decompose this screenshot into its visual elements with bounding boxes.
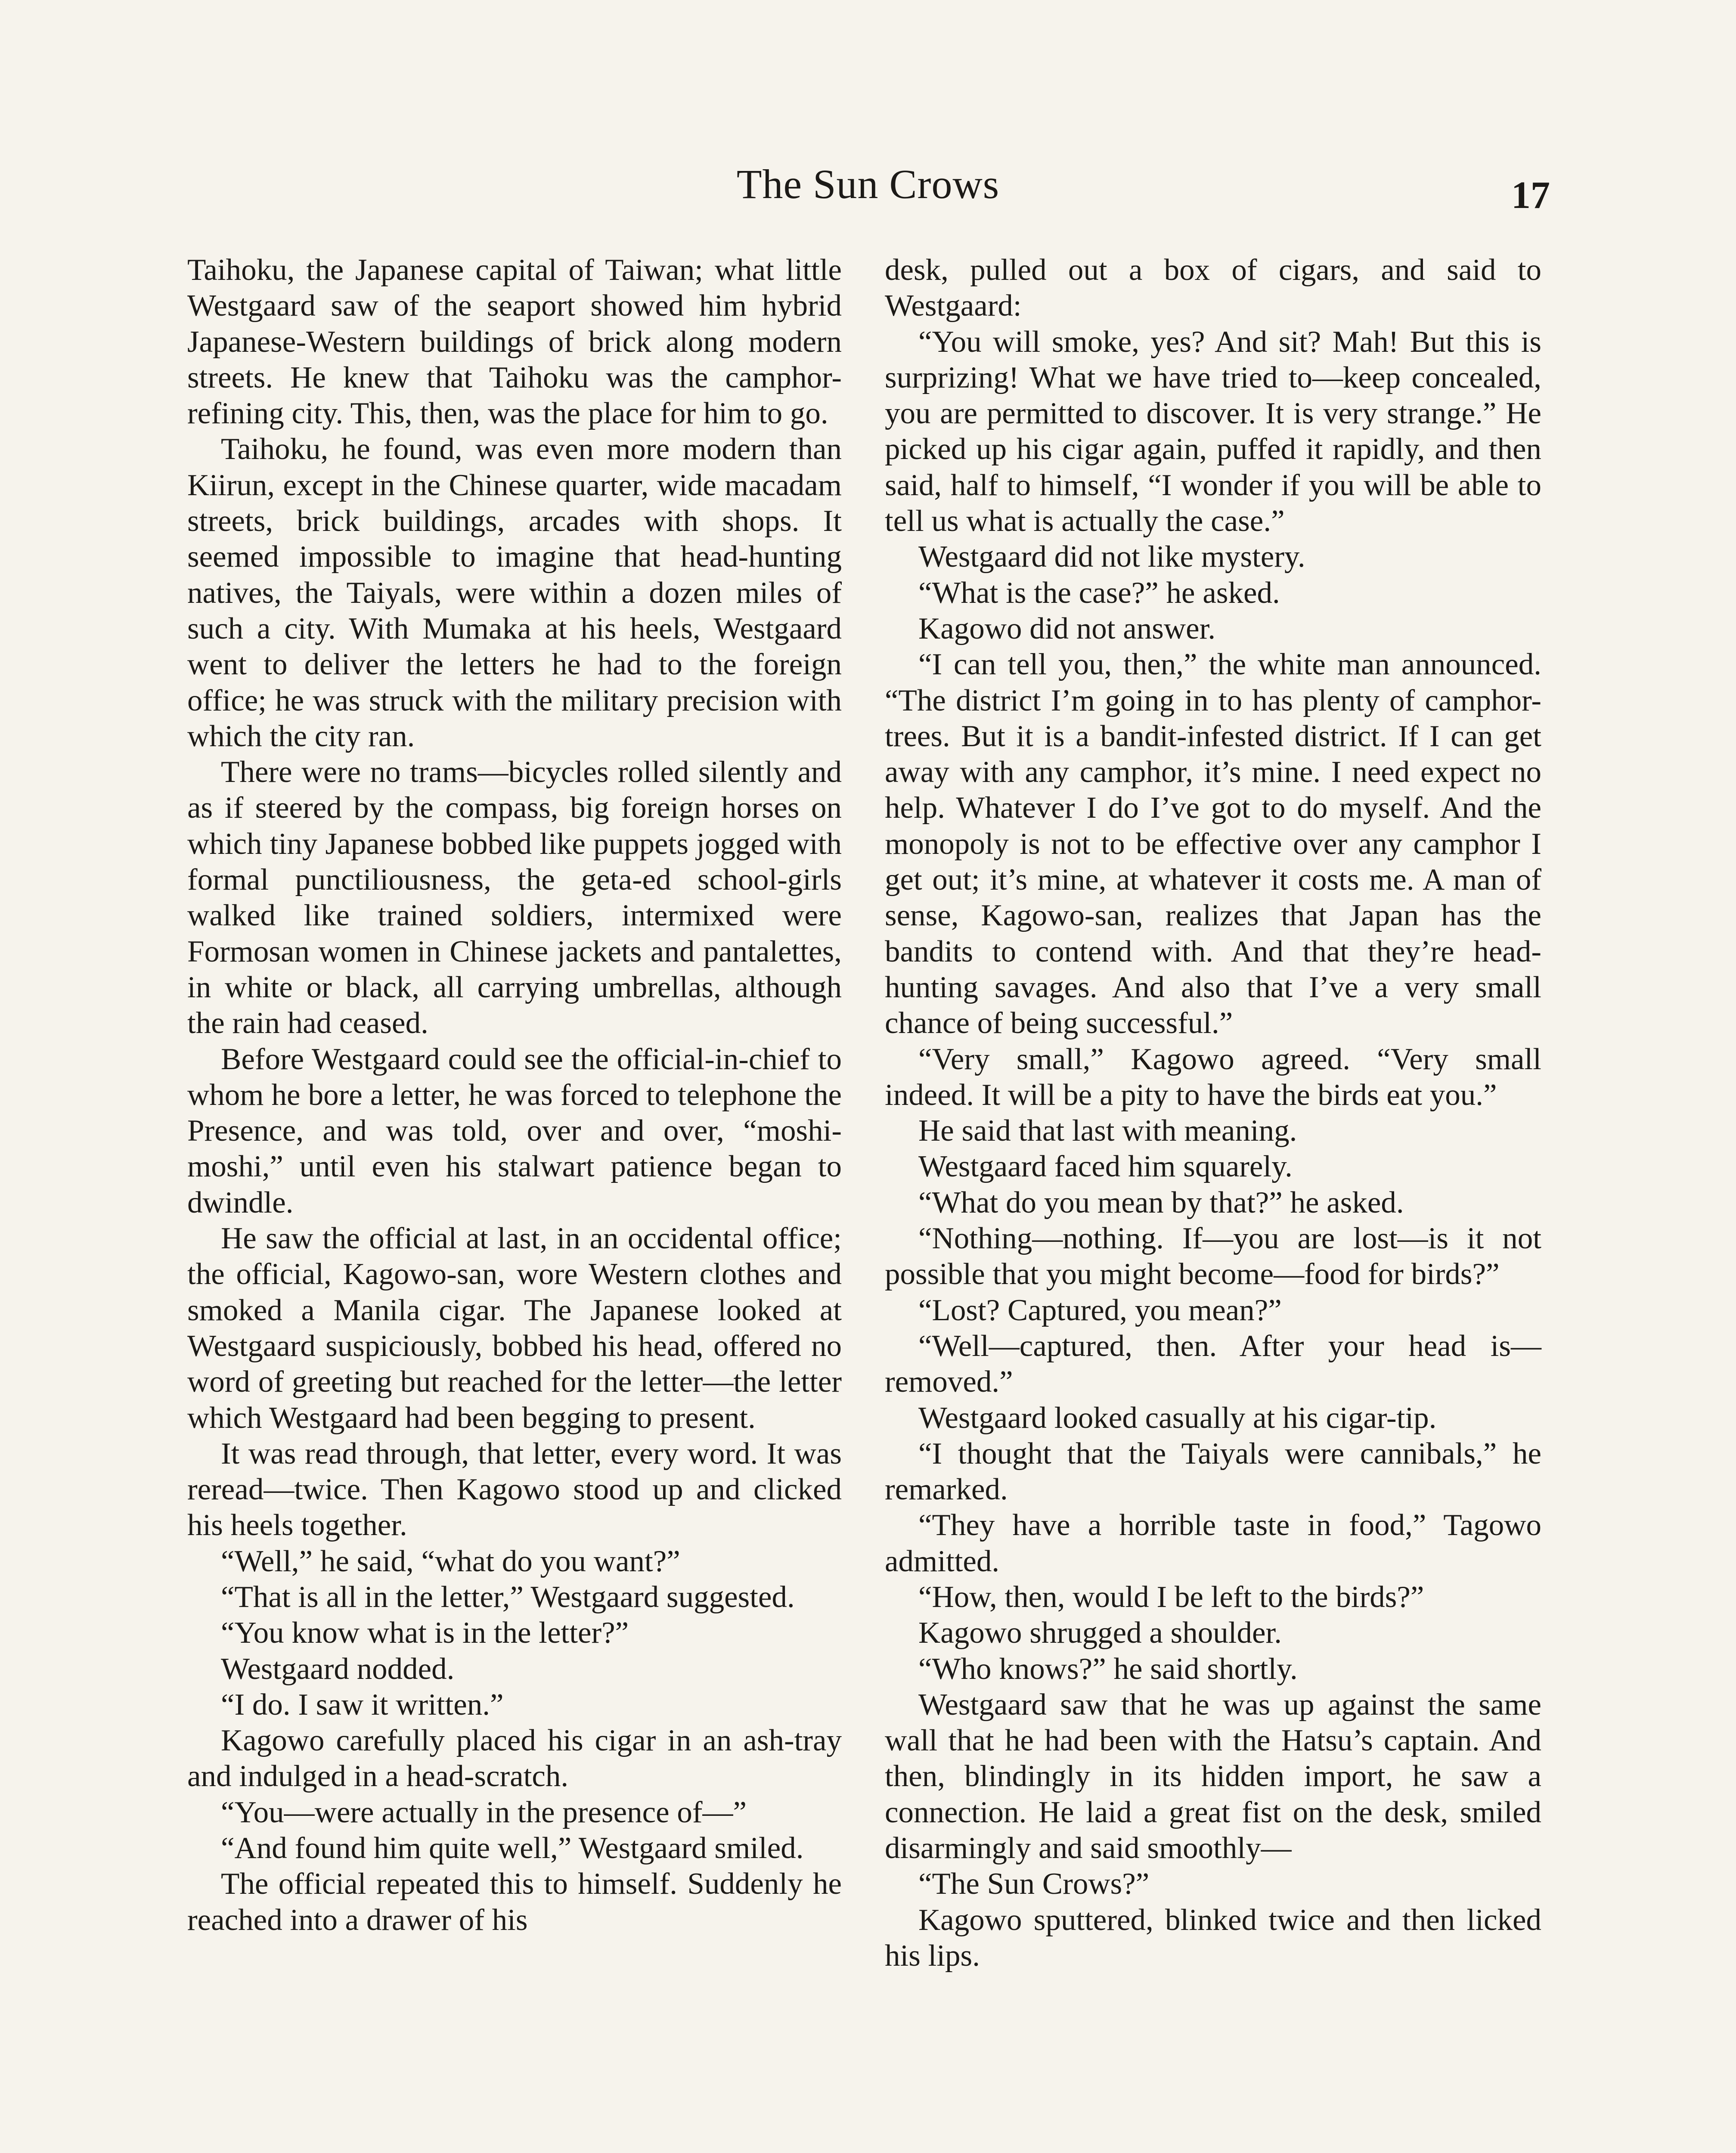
paragraph: “You will smoke, yes? And sit? Mah! But this is surprizing! What we have tried to—keep concealed, you are permitted to discover. It is very strange.” He picked up his cigar again, puffed it rapidly, and then said, half to himself, “I wonder if you will be able to tell us what is actually the case.” [885,325,1541,538]
running-header-title: The Sun Crows [736,161,1000,207]
paragraph: Westgaard looked casually at his cigar-tip. [918,1401,1437,1435]
paragraph: “I thought that the Taiyals were cannibals,” he remarked. [885,1436,1541,1507]
paragraph: “The Sun Crows?” [918,1867,1150,1901]
paragraph: Kagowo sputtered, blinked twice and then licked his lips. [885,1903,1541,1973]
paragraph: “Well,” he said, “what do you want?” [221,1544,680,1578]
paragraph: He saw the official at last, in an occidental office; the official, Kagowo-san, wore Western clothes and smoked a Manila cigar. The Japanese looked at Westgaard suspiciously, bobbed his head, offered no word of greeting but reached for the letter—the letter which Westgaard had been begging to present. [187,1222,842,1435]
text-column-right [885,252,1541,2153]
paragraph: “What do you mean by that?” he asked. [918,1185,1404,1219]
paragraph: Before Westgaard could see the official-in-chief to whom he bore a letter, he was forced to telephone the Presence, and was told, over and over, “moshi-moshi,” until even his stalwart patience began to dwindle. [187,1042,842,1219]
paragraph: “Very small,” Kagowo agreed. “Very small indeed. It will be a pity to have the birds eat you.” [885,1042,1541,1112]
paragraph: Kagowo shrugged a shoulder. [918,1616,1282,1650]
paragraph: desk, pulled out a box of cigars, and said to Westgaard: [885,253,1541,323]
paragraph: He said that last with meaning. [918,1114,1297,1148]
paragraph: Kagowo carefully placed his cigar in an ash-tray and indulged in a head-scratch. [187,1724,842,1793]
paragraph: The official repeated this to himself. Suddenly he reached into a drawer of his [187,1867,842,1937]
paragraph: “What is the case?” he asked. [918,576,1280,610]
paragraph: “That is all in the letter,” Westgaard suggested. [221,1580,795,1614]
paragraph: “And found him quite well,” Westgaard smiled. [221,1831,804,1865]
paragraph: Westgaard saw that he was up against the same wall that he had been with the Hatsu’s captain. And then, blindingly in its hidden import, he saw a connection. He laid a great fist on the desk, smiled disarmingly and said smoothly— [885,1688,1541,1865]
paragraph: “Nothing—nothing. If—you are lost—is it not possible that you might become—food for birds?” [885,1222,1541,1291]
paragraph: “How, then, would I be left to the birds?” [918,1580,1424,1614]
paragraph: “You—were actually in the presence of—” [221,1795,747,1829]
paragraph: Taihoku, he found, was even more modern than Kiirun, except in the Chinese quarter, wide macadam streets, brick buildings, arcades with shops. It seemed impossible to imagine that head-hunting natives, the Taiyals, were within a dozen miles of such a city. With Mumaka at his heels, Westgaard went to deliver the letters he had to the foreign office; he was struck with the military precision with which the city ran. [187,432,842,753]
paragraph: Westgaard faced him squarely. [918,1150,1293,1184]
paragraph: “I can tell you, then,” the white man announced. “The district I’m going in to has plenty of camphor-trees. But it is a bandit-infested district. If I can get away with any camphor, it’s mine. I need expect no help. Whatever I do I’ve got to do myself. And the monopoly is not to be effective over any camphor I get out; it’s mine, at whatever it costs me. A man of sense, Kagowo-san, realizes that Japan has the bandits to contend with. And that they’re head-hunting savages. And also that I’ve a very small chance of being successful.” [885,648,1541,1040]
paragraph: “Well—captured, then. After your head is—removed.” [885,1329,1541,1399]
paragraph: Westgaard nodded. [221,1652,455,1686]
paragraph: There were no trams—bicycles rolled silently and as if steered by the compass, big foreign horses on which tiny Japanese bobbed like puppets jogged with formal punctiliousness, the geta-ed school-girls walked like trained soldiers, intermixed were Formosan women in Chinese jackets and pantalettes, in white or black, all carrying umbrellas, although the rain had ceased. [187,755,842,1040]
page-number: 17 [1511,174,1550,217]
paragraph: “You know what is in the letter?” [221,1616,629,1650]
paragraph: “They have a horrible taste in food,” Tagowo admitted. [885,1508,1541,1578]
paragraph: “I do. I saw it written.” [221,1688,504,1722]
text-column-left [187,252,842,2153]
paragraph: “Who knows?” he said shortly. [918,1652,1298,1686]
paragraph: It was read through, that letter, every word. It was reread—twice. Then Kagowo stood up and clicked his heels together. [187,1436,842,1542]
paragraph: Westgaard did not like mystery. [918,540,1305,574]
paragraph: Taihoku, the Japanese capital of Taiwan; what little Westgaard saw of the seaport showed him hybrid Japanese-Western buildings of brick along modern streets. He knew that Taihoku was the camphor-refining city. This, then, was the place for him to go. [187,253,842,431]
paragraph: “Lost? Captured, you mean?” [918,1293,1282,1327]
paragraph: Kagowo did not answer. [918,611,1216,645]
